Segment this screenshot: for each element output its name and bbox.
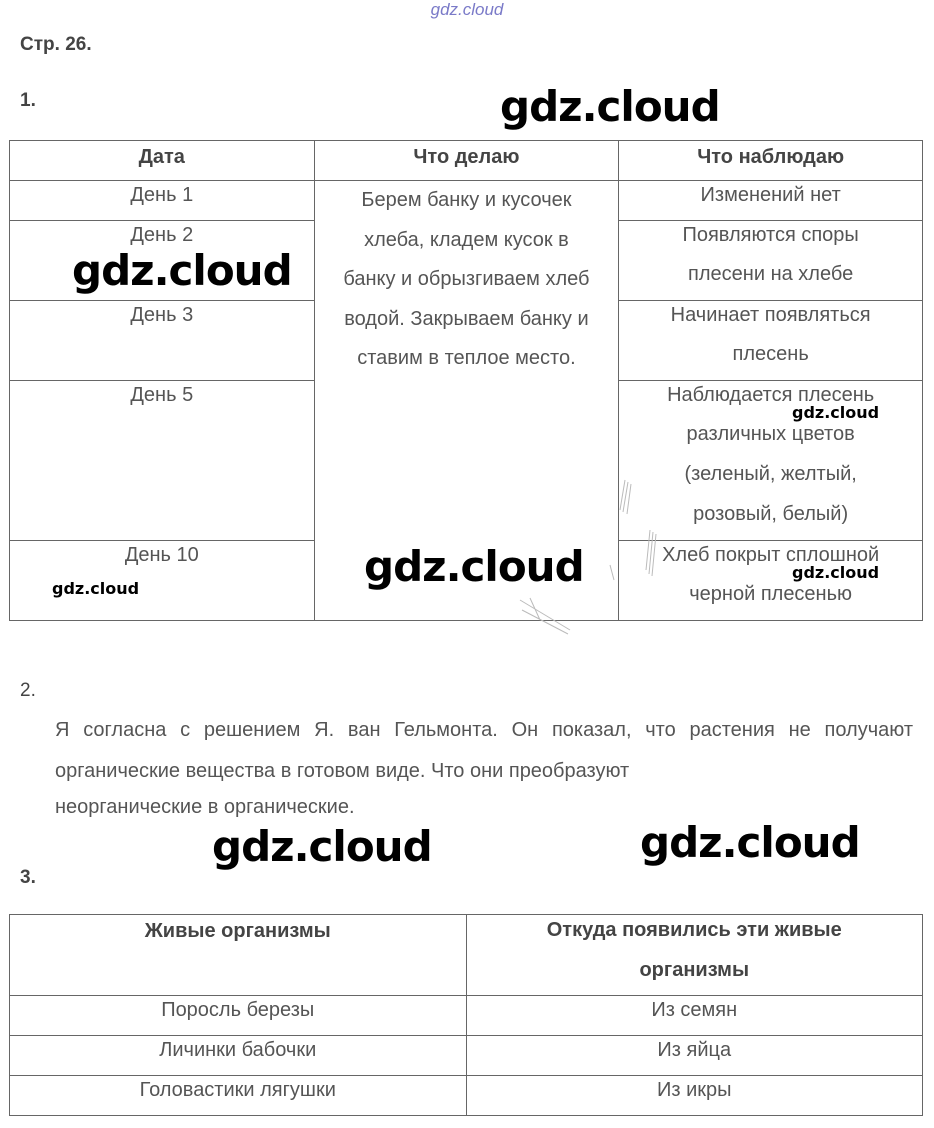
- column-header-what-i-do: Что делаю: [314, 141, 619, 181]
- watermark-big: gdz.cloud: [500, 82, 720, 131]
- table-row: [10, 996, 923, 1036]
- observe-line: (зеленый, желтый,: [684, 463, 857, 485]
- observe-line: розовый, белый): [693, 503, 849, 525]
- date-cell: День 10: [10, 541, 315, 621]
- watermark-big: gdz.cloud: [212, 822, 432, 871]
- table-header-row: [10, 915, 923, 996]
- observe-line: Начинает появляться: [670, 304, 871, 326]
- observe-cell: [619, 181, 923, 221]
- observe-line: плесень: [732, 343, 809, 365]
- origin-cell: Из икры: [466, 1076, 923, 1116]
- task2-number: 2.: [20, 680, 36, 701]
- what-i-do-line: ставим в теплое место.: [357, 347, 576, 369]
- what-i-do-line: банку и обрызгиваем хлеб: [343, 268, 590, 290]
- table-header-row: [10, 141, 923, 181]
- column-header-date: Дата: [10, 141, 315, 181]
- watermark-small: gdz.cloud: [792, 563, 880, 582]
- watermark-big: gdz.cloud: [72, 246, 292, 295]
- column-header-what-i-observe: Что наблюдаю: [619, 141, 923, 181]
- table-row: [10, 1076, 923, 1116]
- watermark-top: gdz.cloud: [430, 0, 504, 19]
- date-cell: День 5: [10, 381, 315, 541]
- task2-text-last: неорганические в органические.: [55, 796, 355, 818]
- date-cell: День 1: [10, 181, 315, 221]
- origin-cell: Из яйца: [466, 1036, 923, 1076]
- date-cell: День 2: [10, 221, 315, 301]
- header-line: Откуда появились эти живые: [546, 919, 842, 941]
- observe-cell: [619, 301, 923, 381]
- observe-line: Изменений нет: [700, 184, 841, 206]
- table-row: [10, 181, 923, 221]
- watermark-big: gdz.cloud: [640, 818, 860, 867]
- column-header-organisms: Живые организмы: [10, 915, 467, 996]
- task3-number: 3.: [20, 867, 36, 888]
- observe-line: черной плесенью: [689, 583, 853, 605]
- observe-line: различных цветов: [686, 423, 855, 445]
- what-i-do-line: водой. Закрываем банку и: [344, 307, 589, 330]
- what-i-do-line: Берем банку и кусочек: [361, 189, 572, 211]
- organism-cell: Поросль березы: [10, 996, 467, 1036]
- organisms-table: [9, 914, 923, 1116]
- watermark-small: gdz.cloud: [792, 403, 880, 422]
- watermark-big: gdz.cloud: [364, 542, 584, 591]
- organism-cell: Головастики лягушки: [10, 1076, 467, 1116]
- what-i-do-line: хлеба, кладем кусок в: [364, 228, 569, 251]
- header-line: организмы: [639, 959, 750, 981]
- observe-line: Хлеб покрыт сплошной: [662, 544, 880, 566]
- observe-cell: [619, 221, 923, 301]
- task1-number: 1.: [20, 90, 36, 111]
- date-cell: День 3: [10, 301, 315, 381]
- watermark-small: gdz.cloud: [52, 579, 140, 598]
- table-row: [10, 1036, 923, 1076]
- origin-cell: Из семян: [466, 996, 923, 1036]
- observe-line: Появляются споры: [682, 224, 859, 246]
- observe-line: Наблюдается плесень: [667, 384, 875, 406]
- observe-line: плесени на хлебе: [688, 263, 854, 285]
- task2-text: Я согласна с решением Я. ван Гельмонта. Он показал, что растения не получают органические вещества в готовом виде. Что они преобразуют: [55, 719, 913, 782]
- organism-cell: Личинки бабочки: [10, 1036, 467, 1076]
- page-heading: Стр. 26.: [20, 34, 92, 55]
- column-header-origin: [466, 915, 923, 996]
